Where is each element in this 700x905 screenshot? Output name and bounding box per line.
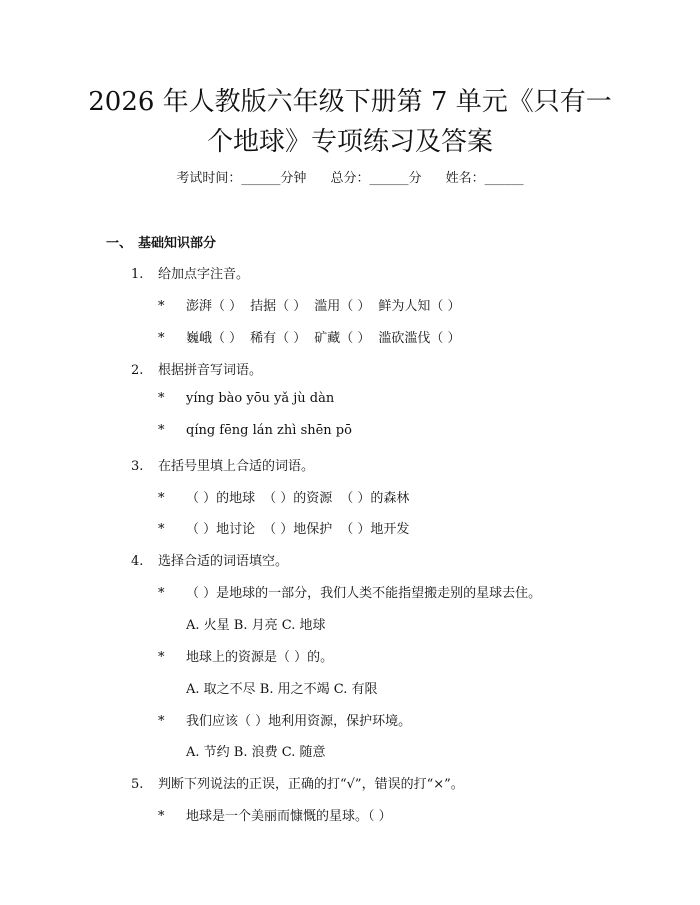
list-item: * 地球是一个美丽而慷慨的星球。（ ） — [158, 809, 392, 824]
list-item: * （ ）地讨论 （ ）地保护 （ ）地开发 — [158, 522, 410, 537]
student-name: 姓名：______ — [445, 171, 524, 186]
exam-meta — [0, 167, 700, 186]
list-item: * 巍峨（ ） 稀有（ ） 矿藏（ ） 滥砍滥伐（ ） — [158, 331, 461, 346]
question-4: 4. 选择合适的词语填空。 — [131, 554, 289, 569]
section-heading: 一、 基础知识部分 — [106, 236, 217, 251]
answer-options: A. 节约 B. 浪费 C. 随意 — [186, 745, 326, 760]
list-item: * （ ）的地球 （ ）的资源 （ ）的森林 — [158, 491, 410, 506]
title-line-1: 2026 年人教版六年级下册第 7 单元《只有一 — [88, 87, 612, 117]
title-line-2: 个地球》专项练习及答案 — [206, 127, 493, 157]
total-score: 总分：______分 — [330, 171, 422, 186]
answer-options: A. 取之不尽 B. 用之不竭 C. 有限 — [186, 682, 378, 697]
list-item: * qíng fēng lán zhì shēn pō — [158, 423, 352, 438]
list-item: * 澎湃（ ） 拮据（ ） 滥用（ ） 鲜为人知（ ） — [158, 299, 461, 314]
question-2: 2. 根据拼音写词语。 — [131, 363, 263, 378]
list-item: * yíng bào yōu yǎ jù dàn — [158, 391, 335, 406]
exam-time: 考试时间：______分钟 — [176, 171, 307, 186]
question-5: 5. 判断下列说法的正误，正确的打“√”，错误的打“×”。 — [131, 777, 464, 792]
question-1: 1. 给加点字注音。 — [131, 267, 250, 282]
time-blank: ______ — [241, 171, 281, 186]
list-item: * 地球上的资源是（ ）的。 — [158, 650, 334, 665]
list-item: * （ ）是地球的一部分，我们人类不能指望搬走别的星球去住。 — [158, 586, 542, 601]
document-title — [70, 82, 630, 162]
list-item: * 我们应该（ ）地利用资源，保护环境。 — [158, 714, 412, 729]
name-blank: ______ — [484, 171, 524, 186]
score-blank: ______ — [369, 171, 409, 186]
answer-options: A. 火星 B. 月亮 C. 地球 — [186, 618, 326, 633]
question-3: 3. 在括号里填上合适的词语。 — [131, 459, 315, 474]
